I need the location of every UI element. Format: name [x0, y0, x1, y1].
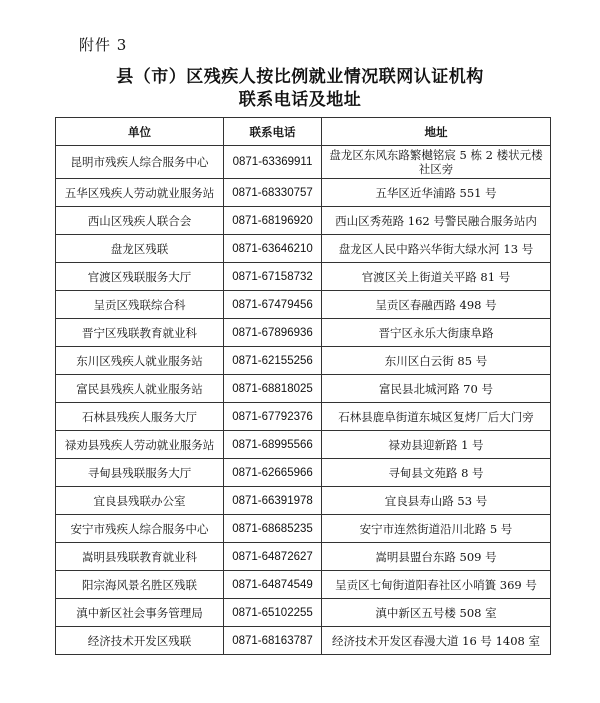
phone-cell: 0871-67158732 — [224, 263, 322, 291]
address-cell: 晋宁区永乐大街康阜路 — [322, 319, 551, 347]
unit-cell: 晋宁区残联教育就业科 — [56, 319, 224, 347]
table-row — [56, 375, 551, 403]
address-cell: 富民县北城河路 70 号 — [322, 375, 551, 403]
table-row — [56, 543, 551, 571]
page-subtitle: 联系电话及地址 — [238, 90, 362, 110]
phone-cell: 0871-63646210 — [224, 235, 322, 263]
address-cell: 寻甸县文苑路 8 号 — [322, 459, 551, 487]
address-cell: 嵩明县盟台东路 509 号 — [322, 543, 551, 571]
unit-cell: 官渡区残联服务大厅 — [56, 263, 224, 291]
header-phone: 联系电话 — [224, 118, 322, 146]
attachment-label: 附件 3 — [79, 36, 128, 54]
unit-cell: 寻甸县残联服务大厅 — [56, 459, 224, 487]
address-cell: 东川区白云街 85 号 — [322, 347, 551, 375]
unit-cell: 安宁市残疾人综合服务中心 — [56, 515, 224, 543]
address-cell: 西山区秀苑路 162 号警民融合服务站内 — [322, 207, 551, 235]
address-cell: 经济技术开发区春漫大道 16 号 1408 室 — [322, 627, 551, 655]
table-row — [56, 403, 551, 431]
table-row — [56, 146, 551, 179]
unit-cell: 西山区残疾人联合会 — [56, 207, 224, 235]
address-cell: 盘龙区东风东路繁樾铭宸 5 栋 2 楼状元楼社区旁 — [322, 146, 551, 179]
table-row — [56, 263, 551, 291]
unit-cell: 经济技术开发区残联 — [56, 627, 224, 655]
phone-cell: 0871-68818025 — [224, 375, 322, 403]
address-cell: 石林县鹿阜街道东城区复烤厂后大门旁 — [322, 403, 551, 431]
table-row — [56, 207, 551, 235]
address-cell: 滇中新区五号楼 508 室 — [322, 599, 551, 627]
unit-cell: 禄劝县残疾人劳动就业服务站 — [56, 431, 224, 459]
address-cell: 盘龙区人民中路兴华街大绿水河 13 号 — [322, 235, 551, 263]
unit-cell: 东川区残疾人就业服务站 — [56, 347, 224, 375]
address-cell: 呈贡区春融西路 498 号 — [322, 291, 551, 319]
unit-cell: 盘龙区残联 — [56, 235, 224, 263]
table-header-row — [56, 118, 551, 146]
table-row — [56, 627, 551, 655]
address-cell: 安宁市连然街道沿川北路 5 号 — [322, 515, 551, 543]
phone-cell: 0871-62665966 — [224, 459, 322, 487]
table-row — [56, 179, 551, 207]
address-cell: 宜良县寿山路 53 号 — [322, 487, 551, 515]
phone-cell: 0871-64872627 — [224, 543, 322, 571]
phone-cell: 0871-62155256 — [224, 347, 322, 375]
phone-cell: 0871-68196920 — [224, 207, 322, 235]
phone-cell: 0871-67792376 — [224, 403, 322, 431]
table-row — [56, 515, 551, 543]
table-row — [56, 431, 551, 459]
unit-cell: 嵩明县残联教育就业科 — [56, 543, 224, 571]
unit-cell: 五华区残疾人劳动就业服务站 — [56, 179, 224, 207]
contact-table — [55, 117, 551, 655]
unit-cell: 呈贡区残联综合科 — [56, 291, 224, 319]
unit-cell: 阳宗海风景名胜区残联 — [56, 571, 224, 599]
table-body — [56, 146, 551, 655]
address-cell: 官渡区关上街道关平路 81 号 — [322, 263, 551, 291]
unit-cell: 滇中新区社会事务管理局 — [56, 599, 224, 627]
table-row — [56, 571, 551, 599]
phone-cell: 0871-68685235 — [224, 515, 322, 543]
phone-cell: 0871-68995566 — [224, 431, 322, 459]
header-address: 地址 — [322, 118, 551, 146]
table-row — [56, 459, 551, 487]
address-cell: 禄劝县迎新路 1 号 — [322, 431, 551, 459]
table-row — [56, 487, 551, 515]
unit-cell: 富民县残疾人就业服务站 — [56, 375, 224, 403]
phone-cell: 0871-64874549 — [224, 571, 322, 599]
unit-cell: 昆明市残疾人综合服务中心 — [56, 146, 224, 179]
phone-cell: 0871-67479456 — [224, 291, 322, 319]
phone-cell: 0871-66391978 — [224, 487, 322, 515]
phone-cell: 0871-68330757 — [224, 179, 322, 207]
phone-cell: 0871-67896936 — [224, 319, 322, 347]
address-cell: 呈贡区七甸街道阳春社区小哨簣 369 号 — [322, 571, 551, 599]
header-unit: 单位 — [56, 118, 224, 146]
address-cell: 五华区近华浦路 551 号 — [322, 179, 551, 207]
page-title: 县（市）区残疾人按比例就业情况联网认证机构 — [116, 67, 484, 87]
phone-cell: 0871-63369911 — [224, 146, 322, 179]
table-row — [56, 291, 551, 319]
table-row — [56, 235, 551, 263]
phone-cell: 0871-68163787 — [224, 627, 322, 655]
table-row — [56, 347, 551, 375]
table-row — [56, 599, 551, 627]
phone-cell: 0871-65102255 — [224, 599, 322, 627]
unit-cell: 宜良县残联办公室 — [56, 487, 224, 515]
table-row — [56, 319, 551, 347]
unit-cell: 石林县残疾人服务大厅 — [56, 403, 224, 431]
